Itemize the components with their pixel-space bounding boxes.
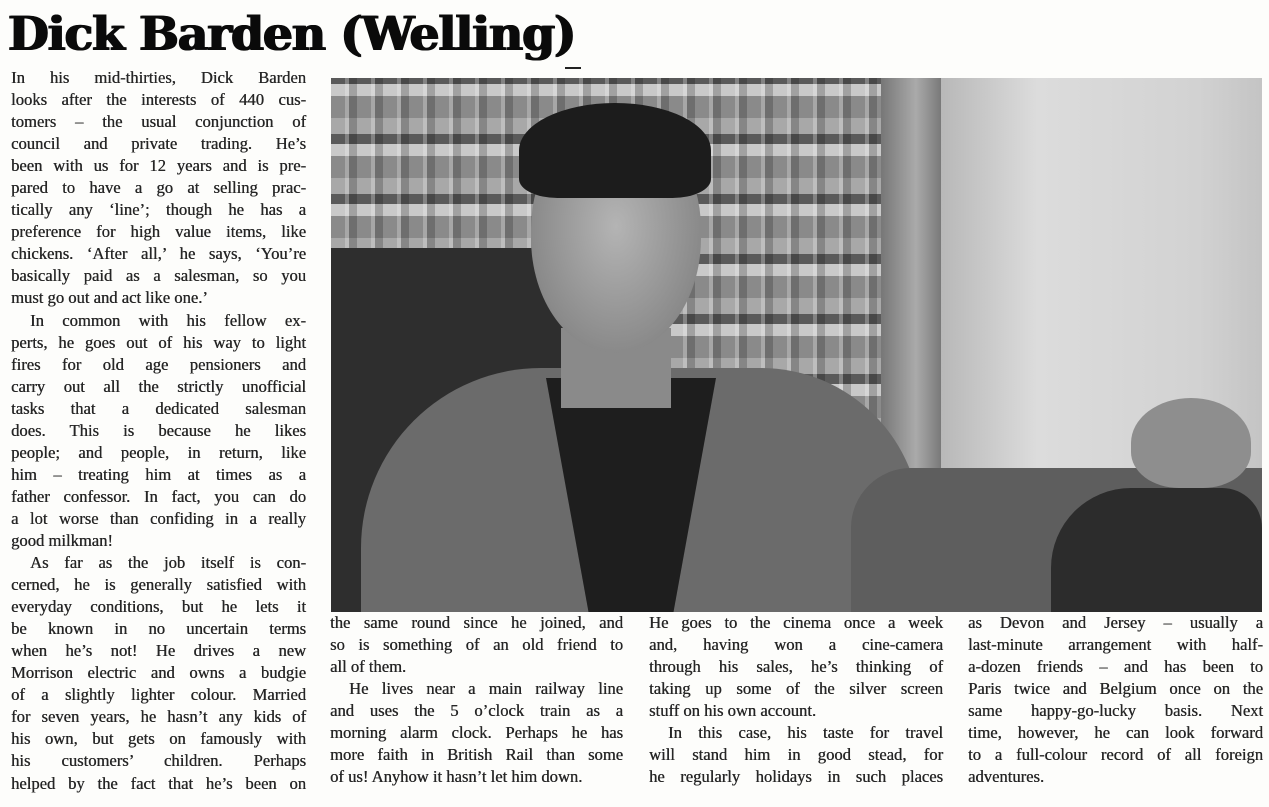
text-line: he regularly holidays in such places	[649, 767, 943, 787]
text-line: He lives near a main railway line	[349, 679, 623, 699]
hair	[519, 103, 711, 198]
paragraph	[11, 552, 306, 795]
text-line: his own, but gets on famously with	[11, 729, 306, 749]
text-line: all of them.	[330, 657, 407, 677]
paragraph	[330, 612, 623, 678]
text-line: preference for high value items, like	[11, 222, 306, 242]
text-line: people; and people, in return, like	[11, 442, 306, 462]
text-line: council and private trading. He’s	[11, 134, 306, 154]
text-line: tomers – the usual conjunction of	[11, 112, 306, 132]
text-line: helped by the fact that he’s been on	[11, 773, 306, 793]
text-line: a lot worse than confiding in a really	[11, 508, 306, 528]
text-line: father confessor. In fact, you can do	[11, 486, 306, 506]
hand	[1131, 398, 1251, 488]
text-line: everyday conditions, but he lets it	[11, 597, 306, 617]
text-line: Paris twice and Belgium once on the	[968, 679, 1263, 699]
text-line: basically paid as a salesman, so you	[11, 266, 306, 286]
text-line: looks after the interests of 440 cus-	[11, 90, 306, 110]
text-line: when he’s not! He drives a new	[11, 641, 306, 661]
article-title: Dick Barden (Welling)	[8, 7, 576, 62]
text-line: good milkman!	[11, 530, 113, 550]
text-column-1	[11, 67, 306, 795]
text-line: will stand him in good stead, for	[649, 745, 943, 765]
text-line: a-dozen friends – and has been to	[968, 657, 1263, 677]
text-column-4	[968, 612, 1263, 788]
text-line: stuff on his own account.	[649, 701, 816, 721]
text-line: pared to have a go at selling prac-	[11, 178, 306, 198]
text-line: tasks that a dedicated salesman	[11, 398, 306, 418]
text-line: and uses the 5 o’clock train as a	[330, 701, 623, 721]
text-line: same happy-go-lucky basis. Next	[968, 701, 1263, 721]
text-line: He goes to the cinema once a week	[649, 613, 943, 632]
paragraph	[11, 310, 306, 553]
portrait-photo	[331, 78, 1262, 612]
text-line: through his sales, he’s thinking of	[649, 657, 943, 677]
text-column-2	[330, 612, 623, 788]
text-line: chickens. ‘After all,’ he says, ‘You’re	[11, 244, 306, 264]
text-line: so is something of an old friend to	[330, 635, 623, 655]
text-column-3	[649, 612, 943, 788]
text-line: Morrison electric and owns a budgie	[11, 663, 306, 683]
text-line: the same round since he joined, and	[330, 613, 623, 632]
paragraph	[11, 67, 306, 310]
text-line: fires for old age pensioners and	[11, 354, 306, 374]
text-line: must go out and act like one.’	[11, 288, 208, 308]
text-line: be known in no uncertain terms	[11, 619, 306, 639]
text-line: time, however, he can look forward	[968, 723, 1263, 743]
text-line: carry out all the strictly unofficial	[11, 376, 306, 396]
paragraph	[330, 678, 623, 788]
text-line: In his mid-thirties, Dick Barden	[11, 68, 306, 87]
text-line: taking up some of the silver screen	[649, 679, 943, 699]
text-line: for seven years, he hasn’t any kids of	[11, 707, 306, 727]
text-line: adventures.	[968, 767, 1045, 787]
text-line: and, having won a cine-camera	[649, 635, 943, 655]
paragraph	[649, 722, 943, 788]
paragraph	[649, 612, 943, 722]
text-line: been with us for 12 years and is pre-	[11, 156, 306, 176]
text-line: of a slightly lighter colour. Married	[11, 685, 306, 705]
text-line: does. This is because he likes	[11, 420, 306, 440]
text-line: In this case, his taste for travel	[668, 723, 943, 743]
text-line: morning alarm clock. Perhaps he has	[330, 723, 623, 743]
text-line: In common with his fellow ex-	[30, 310, 306, 330]
text-line: his customers’ children. Perhaps	[11, 751, 306, 771]
text-line: him – treating him at times as a	[11, 464, 306, 484]
paragraph	[968, 612, 1263, 788]
text-line: as Devon and Jersey – usually a	[968, 613, 1263, 632]
text-line: to a full-colour record of all foreign	[968, 745, 1263, 765]
text-line: of us! Anyhow it hasn’t let him down.	[330, 767, 583, 787]
text-line: cerned, he is generally satisfied with	[11, 575, 306, 595]
knee	[1051, 488, 1262, 612]
text-line: more faith in British Rail than some	[330, 745, 623, 765]
text-line: As far as the job itself is con-	[30, 553, 306, 573]
text-line: perts, he goes out of his way to light	[11, 332, 306, 352]
title-rule-mark	[565, 67, 581, 69]
text-line: tically any ‘line’; though he has a	[11, 200, 306, 220]
text-line: last-minute arrangement with half-	[968, 635, 1263, 655]
